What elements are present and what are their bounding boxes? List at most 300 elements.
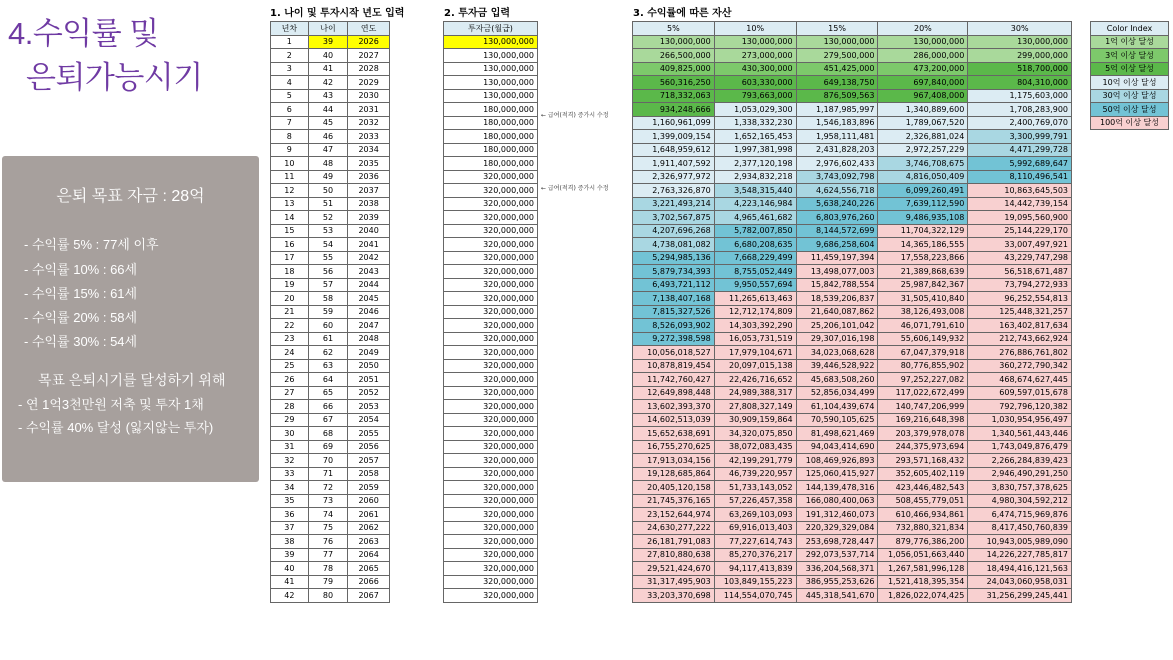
asset-cell: 38,072,083,435 bbox=[714, 440, 796, 454]
table-row bbox=[271, 386, 390, 400]
age-cell: 60 bbox=[308, 319, 348, 333]
asset-cell: 2,431,828,203 bbox=[796, 143, 878, 157]
investment-cell[interactable]: 130,000,000 bbox=[444, 35, 538, 49]
table-row bbox=[271, 62, 390, 76]
asset-cell: 4,980,304,592,212 bbox=[968, 494, 1072, 508]
investment-cell[interactable]: 320,000,000 bbox=[444, 548, 538, 562]
asset-cell: 3,702,567,875 bbox=[633, 211, 715, 225]
table-row bbox=[444, 103, 538, 117]
age-cell[interactable]: 39 bbox=[308, 35, 348, 49]
table-row bbox=[444, 238, 538, 252]
section1-title: 1. 나이 및 투자시작 년도 입력 bbox=[270, 8, 405, 19]
asset-cell: 33,007,497,921 bbox=[968, 238, 1072, 252]
investment-cell[interactable]: 320,000,000 bbox=[444, 184, 538, 198]
year-cell: 2059 bbox=[348, 481, 390, 495]
asset-cell: 26,181,791,083 bbox=[633, 535, 715, 549]
asset-cell: 2,934,832,218 bbox=[714, 170, 796, 184]
table-row bbox=[271, 251, 390, 265]
age-cell: 67 bbox=[308, 413, 348, 427]
investment-cell[interactable]: 320,000,000 bbox=[444, 494, 538, 508]
asset-cell: 212,743,662,924 bbox=[968, 332, 1072, 346]
year-cell: 2033 bbox=[348, 130, 390, 144]
table-row bbox=[633, 467, 1072, 481]
asset-cell: 33,203,370,698 bbox=[633, 589, 715, 603]
table-row bbox=[444, 481, 538, 495]
asset-cell: 8,755,052,449 bbox=[714, 265, 796, 279]
asset-cell: 1,399,009,154 bbox=[633, 130, 715, 144]
asset-cell: 1,789,067,520 bbox=[878, 116, 968, 130]
investment-cell[interactable]: 130,000,000 bbox=[444, 62, 538, 76]
year-no-cell: 13 bbox=[271, 197, 309, 211]
asset-cell: 97,252,227,082 bbox=[878, 373, 968, 387]
table-row bbox=[633, 143, 1072, 157]
asset-cell: 718,332,063 bbox=[633, 89, 715, 103]
color-index-item: 3억 이상 달성 bbox=[1091, 49, 1169, 63]
asset-cell: 130,000,000 bbox=[714, 35, 796, 49]
asset-cell: 10,943,005,989,090 bbox=[968, 535, 1072, 549]
rate-line: - 수익률 20% : 58세 bbox=[24, 310, 138, 325]
asset-cell: 8,417,450,760,839 bbox=[968, 521, 1072, 535]
asset-cell: 18,494,416,121,563 bbox=[968, 562, 1072, 576]
year-no-cell: 14 bbox=[271, 211, 309, 225]
table-row bbox=[271, 211, 390, 225]
asset-cell: 52,856,034,499 bbox=[796, 386, 878, 400]
year-cell: 2028 bbox=[348, 62, 390, 76]
year-cell[interactable]: 2026 bbox=[348, 35, 390, 49]
asset-cell: 22,426,716,652 bbox=[714, 373, 796, 387]
age-cell: 43 bbox=[308, 89, 348, 103]
year-no-cell: 28 bbox=[271, 400, 309, 414]
year-cell: 2031 bbox=[348, 103, 390, 117]
asset-cell: 9,686,258,604 bbox=[796, 238, 878, 252]
age-cell: 41 bbox=[308, 62, 348, 76]
table-row bbox=[444, 400, 538, 414]
asset-cell: 5,294,985,136 bbox=[633, 251, 715, 265]
color-index-row bbox=[1091, 103, 1169, 117]
year-no-cell: 2 bbox=[271, 49, 309, 63]
year-no-cell: 42 bbox=[271, 589, 309, 603]
asset-cell: 8,110,496,541 bbox=[968, 170, 1072, 184]
asset-cell: 4,816,050,409 bbox=[878, 170, 968, 184]
table-row bbox=[271, 562, 390, 576]
table-row bbox=[633, 359, 1072, 373]
color-index-item: 1억 이상 달성 bbox=[1091, 35, 1169, 49]
asset-cell: 2,763,326,870 bbox=[633, 184, 715, 198]
asset-cell: 24,989,388,317 bbox=[714, 386, 796, 400]
asset-cell: 336,204,568,371 bbox=[796, 562, 878, 576]
investment-cell[interactable]: 320,000,000 bbox=[444, 359, 538, 373]
asset-cell: 6,803,976,260 bbox=[796, 211, 878, 225]
asset-cell: 13,602,393,370 bbox=[633, 400, 715, 414]
table-row bbox=[444, 224, 538, 238]
asset-cell: 34,320,075,850 bbox=[714, 427, 796, 441]
investment-cell[interactable]: 320,000,000 bbox=[444, 238, 538, 252]
table-row bbox=[444, 197, 538, 211]
investment-cell[interactable]: 320,000,000 bbox=[444, 427, 538, 441]
table-row bbox=[633, 130, 1072, 144]
table-row bbox=[444, 359, 538, 373]
asset-cell: 3,743,092,798 bbox=[796, 170, 878, 184]
asset-cell: 7,668,229,499 bbox=[714, 251, 796, 265]
asset-cell: 15,842,788,554 bbox=[796, 278, 878, 292]
asset-cell: 5,782,007,850 bbox=[714, 224, 796, 238]
age-cell: 51 bbox=[308, 197, 348, 211]
year-no-cell: 3 bbox=[271, 62, 309, 76]
table-row bbox=[444, 265, 538, 279]
asset-cell: 2,946,490,291,250 bbox=[968, 467, 1072, 481]
table-row bbox=[444, 575, 538, 589]
table-row bbox=[271, 143, 390, 157]
investment-cell[interactable]: 320,000,000 bbox=[444, 481, 538, 495]
asset-cell: 163,402,817,634 bbox=[968, 319, 1072, 333]
age-cell: 55 bbox=[308, 251, 348, 265]
asset-cell: 67,047,379,918 bbox=[878, 346, 968, 360]
asset-cell: 423,446,482,543 bbox=[878, 481, 968, 495]
asset-cell: 117,022,672,499 bbox=[878, 386, 968, 400]
rate-line: - 수익률 30% : 54세 bbox=[24, 334, 138, 349]
year-no-cell: 20 bbox=[271, 292, 309, 306]
col-header-5pct: 5% bbox=[633, 22, 715, 36]
investment-cell[interactable]: 130,000,000 bbox=[444, 89, 538, 103]
table-row bbox=[271, 575, 390, 589]
table-row bbox=[271, 305, 390, 319]
asset-cell: 43,229,747,298 bbox=[968, 251, 1072, 265]
asset-cell: 1,743,049,876,479 bbox=[968, 440, 1072, 454]
age-cell: 74 bbox=[308, 508, 348, 522]
investment-cell[interactable]: 320,000,000 bbox=[444, 413, 538, 427]
achieve-title: 목표 은퇴시기를 달성하기 위해 bbox=[38, 372, 226, 388]
investment-cell[interactable]: 320,000,000 bbox=[444, 575, 538, 589]
asset-cell: 15,652,638,691 bbox=[633, 427, 715, 441]
asset-cell: 793,663,000 bbox=[714, 89, 796, 103]
age-cell: 52 bbox=[308, 211, 348, 225]
investment-cell[interactable]: 320,000,000 bbox=[444, 508, 538, 522]
asset-cell: 360,272,790,342 bbox=[968, 359, 1072, 373]
col-header-15pct: 15% bbox=[796, 22, 878, 36]
year-no-cell: 30 bbox=[271, 427, 309, 441]
table-row bbox=[444, 467, 538, 481]
year-cell: 2039 bbox=[348, 211, 390, 225]
asset-cell: 279,500,000 bbox=[796, 49, 878, 63]
table-row bbox=[633, 35, 1072, 49]
asset-cell: 14,602,513,039 bbox=[633, 413, 715, 427]
col-header-age: 나이 bbox=[308, 22, 348, 36]
year-no-cell: 16 bbox=[271, 238, 309, 252]
year-no-cell: 4 bbox=[271, 76, 309, 90]
table-row bbox=[271, 103, 390, 117]
asset-cell: 2,377,120,198 bbox=[714, 157, 796, 171]
table-row bbox=[271, 224, 390, 238]
asset-cell: 34,023,068,628 bbox=[796, 346, 878, 360]
investment-cell[interactable]: 320,000,000 bbox=[444, 170, 538, 184]
col-header-10pct: 10% bbox=[714, 22, 796, 36]
investment-cell[interactable]: 320,000,000 bbox=[444, 535, 538, 549]
year-no-cell: 8 bbox=[271, 130, 309, 144]
asset-cell: 1,958,111,481 bbox=[796, 130, 878, 144]
year-cell: 2035 bbox=[348, 157, 390, 171]
asset-cell: 518,700,000 bbox=[968, 62, 1072, 76]
table-row bbox=[271, 454, 390, 468]
investment-cell[interactable]: 180,000,000 bbox=[444, 143, 538, 157]
table-row bbox=[271, 238, 390, 252]
page-title-line2: 은퇴가능시기 bbox=[26, 60, 203, 95]
age-cell: 49 bbox=[308, 170, 348, 184]
asset-cell: 1,652,165,453 bbox=[714, 130, 796, 144]
asset-cell: 5,638,240,226 bbox=[796, 197, 878, 211]
table-row bbox=[271, 130, 390, 144]
page-title-line1: 4.수익률 및 bbox=[8, 16, 159, 51]
table-row bbox=[444, 62, 538, 76]
investment-cell[interactable]: 130,000,000 bbox=[444, 49, 538, 63]
age-cell: 62 bbox=[308, 346, 348, 360]
year-cell: 2038 bbox=[348, 197, 390, 211]
col-header-investment: 투자금(월급) bbox=[444, 22, 538, 36]
age-cell: 54 bbox=[308, 238, 348, 252]
color-index bbox=[1090, 21, 1169, 130]
investment-cell[interactable]: 320,000,000 bbox=[444, 278, 538, 292]
table-row bbox=[271, 521, 390, 535]
asset-cell: 804,310,000 bbox=[968, 76, 1072, 90]
table-row bbox=[444, 251, 538, 265]
investment-cell[interactable]: 320,000,000 bbox=[444, 400, 538, 414]
asset-cell: 649,138,750 bbox=[796, 76, 878, 90]
asset-cell: 3,830,757,378,625 bbox=[968, 481, 1072, 495]
table-row bbox=[633, 76, 1072, 90]
investment-cell[interactable]: 320,000,000 bbox=[444, 373, 538, 387]
asset-cell: 108,469,926,893 bbox=[796, 454, 878, 468]
asset-cell: 70,590,105,625 bbox=[796, 413, 878, 427]
asset-cell: 14,226,227,785,817 bbox=[968, 548, 1072, 562]
year-cell: 2029 bbox=[348, 76, 390, 90]
table-row bbox=[271, 400, 390, 414]
investment-cell[interactable]: 320,000,000 bbox=[444, 521, 538, 535]
year-no-cell: 41 bbox=[271, 575, 309, 589]
age-cell: 72 bbox=[308, 481, 348, 495]
age-cell: 58 bbox=[308, 292, 348, 306]
age-cell: 47 bbox=[308, 143, 348, 157]
asset-cell: 792,796,120,382 bbox=[968, 400, 1072, 414]
asset-cell: 77,227,614,743 bbox=[714, 535, 796, 549]
investment-cell[interactable]: 180,000,000 bbox=[444, 157, 538, 171]
investment-cell[interactable]: 320,000,000 bbox=[444, 224, 538, 238]
asset-cell: 27,808,327,149 bbox=[714, 400, 796, 414]
asset-cell: 386,955,253,626 bbox=[796, 575, 878, 589]
year-no-cell: 32 bbox=[271, 454, 309, 468]
asset-cell: 55,606,149,932 bbox=[878, 332, 968, 346]
table-row bbox=[271, 184, 390, 198]
investment-cell[interactable]: 320,000,000 bbox=[444, 386, 538, 400]
age-cell: 71 bbox=[308, 467, 348, 481]
asset-cell: 1,546,183,896 bbox=[796, 116, 878, 130]
asset-cell: 8,144,572,699 bbox=[796, 224, 878, 238]
asset-cell: 24,630,277,222 bbox=[633, 521, 715, 535]
age-cell: 78 bbox=[308, 562, 348, 576]
table-row bbox=[633, 89, 1072, 103]
table-row bbox=[633, 157, 1072, 171]
achieve-line: - 연 1억3천만원 저축 및 투자 1채 bbox=[18, 397, 204, 412]
investment-cell[interactable]: 320,000,000 bbox=[444, 197, 538, 211]
asset-cell: 293,571,168,432 bbox=[878, 454, 968, 468]
asset-cell: 4,624,556,718 bbox=[796, 184, 878, 198]
table-row bbox=[271, 197, 390, 211]
asset-cell: 7,138,407,168 bbox=[633, 292, 715, 306]
age-cell: 68 bbox=[308, 427, 348, 441]
salary-note: ← 급여(적격) 증가시 수정 bbox=[541, 112, 609, 119]
investment-cell[interactable]: 320,000,000 bbox=[444, 305, 538, 319]
table-row bbox=[633, 197, 1072, 211]
asset-cell: 603,330,000 bbox=[714, 76, 796, 90]
table-row bbox=[271, 413, 390, 427]
investment-cell[interactable]: 320,000,000 bbox=[444, 265, 538, 279]
asset-cell: 1,187,985,997 bbox=[796, 103, 878, 117]
asset-cell: 299,000,000 bbox=[968, 49, 1072, 63]
table-row bbox=[444, 89, 538, 103]
rate-line: - 수익률 5% : 77세 이후 bbox=[24, 237, 159, 252]
asset-cell: 7,815,327,526 bbox=[633, 305, 715, 319]
asset-cell: 9,486,935,108 bbox=[878, 211, 968, 225]
investment-cell[interactable]: 180,000,000 bbox=[444, 116, 538, 130]
year-no-cell: 1 bbox=[271, 35, 309, 49]
asset-cell: 11,265,613,463 bbox=[714, 292, 796, 306]
asset-cell: 1,648,959,612 bbox=[633, 143, 715, 157]
age-cell: 73 bbox=[308, 494, 348, 508]
investment-cell[interactable]: 320,000,000 bbox=[444, 562, 538, 576]
asset-cell: 451,425,000 bbox=[796, 62, 878, 76]
asset-cell: 697,840,000 bbox=[878, 76, 968, 90]
asset-cell: 21,389,868,639 bbox=[878, 265, 968, 279]
table-row bbox=[633, 62, 1072, 76]
table-row bbox=[271, 346, 390, 360]
asset-cell: 276,886,761,802 bbox=[968, 346, 1072, 360]
asset-cell: 1,340,889,600 bbox=[878, 103, 968, 117]
asset-cell: 25,144,229,170 bbox=[968, 224, 1072, 238]
year-no-cell: 40 bbox=[271, 562, 309, 576]
table-row bbox=[633, 238, 1072, 252]
section2-title: 2. 투자금 입력 bbox=[444, 8, 511, 19]
asset-cell: 1,997,381,998 bbox=[714, 143, 796, 157]
asset-cell: 57,226,457,358 bbox=[714, 494, 796, 508]
asset-cell: 39,446,528,922 bbox=[796, 359, 878, 373]
table-row bbox=[271, 427, 390, 441]
table-row bbox=[444, 211, 538, 225]
year-no-cell: 21 bbox=[271, 305, 309, 319]
year-no-cell: 33 bbox=[271, 467, 309, 481]
asset-cell: 14,365,186,555 bbox=[878, 238, 968, 252]
table-row bbox=[271, 319, 390, 333]
year-cell: 2030 bbox=[348, 89, 390, 103]
asset-cell: 130,000,000 bbox=[633, 35, 715, 49]
table-row bbox=[271, 265, 390, 279]
asset-cell: 25,987,842,367 bbox=[878, 278, 968, 292]
color-index-item: 100억 이상 달성 bbox=[1091, 116, 1169, 130]
age-cell: 50 bbox=[308, 184, 348, 198]
asset-cell: 934,248,666 bbox=[633, 103, 715, 117]
asset-cell: 266,500,000 bbox=[633, 49, 715, 63]
year-cell: 2061 bbox=[348, 508, 390, 522]
investment-cell[interactable]: 320,000,000 bbox=[444, 440, 538, 454]
table-row bbox=[633, 184, 1072, 198]
year-cell: 2045 bbox=[348, 292, 390, 306]
asset-cell: 430,300,000 bbox=[714, 62, 796, 76]
rate-line: - 수익률 10% : 66세 bbox=[24, 262, 138, 277]
asset-cell: 61,104,439,674 bbox=[796, 400, 878, 414]
table-row bbox=[444, 548, 538, 562]
col-header-year: 연도 bbox=[348, 22, 390, 36]
table-row bbox=[633, 548, 1072, 562]
asset-cell: 42,199,291,779 bbox=[714, 454, 796, 468]
asset-cell: 732,880,321,834 bbox=[878, 521, 968, 535]
asset-cell: 9,272,398,598 bbox=[633, 332, 715, 346]
asset-cell: 144,139,478,316 bbox=[796, 481, 878, 495]
asset-cell: 29,307,016,198 bbox=[796, 332, 878, 346]
asset-cell: 2,976,602,433 bbox=[796, 157, 878, 171]
asset-cell: 19,095,560,900 bbox=[968, 211, 1072, 225]
table-row bbox=[444, 116, 538, 130]
investment-cell[interactable]: 180,000,000 bbox=[444, 103, 538, 117]
table-row bbox=[444, 413, 538, 427]
asset-cell: 130,000,000 bbox=[878, 35, 968, 49]
asset-cell: 17,979,104,671 bbox=[714, 346, 796, 360]
year-no-cell: 36 bbox=[271, 508, 309, 522]
investment-cell[interactable]: 130,000,000 bbox=[444, 76, 538, 90]
year-no-cell: 25 bbox=[271, 359, 309, 373]
asset-cell: 610,466,934,861 bbox=[878, 508, 968, 522]
asset-cell: 69,916,013,403 bbox=[714, 521, 796, 535]
asset-cell: 1,340,561,443,446 bbox=[968, 427, 1072, 441]
investment-cell[interactable]: 320,000,000 bbox=[444, 454, 538, 468]
color-index-row bbox=[1091, 49, 1169, 63]
age-cell: 57 bbox=[308, 278, 348, 292]
asset-cell: 6,099,260,491 bbox=[878, 184, 968, 198]
age-cell: 45 bbox=[308, 116, 348, 130]
investment-cell[interactable]: 320,000,000 bbox=[444, 332, 538, 346]
age-cell: 75 bbox=[308, 521, 348, 535]
asset-cell: 508,455,779,051 bbox=[878, 494, 968, 508]
table-row bbox=[271, 589, 390, 603]
investment-cell[interactable]: 320,000,000 bbox=[444, 589, 538, 603]
year-cell: 2037 bbox=[348, 184, 390, 198]
asset-cell: 94,043,414,690 bbox=[796, 440, 878, 454]
asset-cell: 18,539,206,837 bbox=[796, 292, 878, 306]
asset-cell: 11,704,322,129 bbox=[878, 224, 968, 238]
investment-cell[interactable]: 320,000,000 bbox=[444, 211, 538, 225]
age-cell: 70 bbox=[308, 454, 348, 468]
goal-text: 은퇴 목표 자금 : 28억 bbox=[56, 188, 205, 205]
investment-cell[interactable]: 180,000,000 bbox=[444, 130, 538, 144]
table-row bbox=[444, 319, 538, 333]
table-row bbox=[271, 278, 390, 292]
table-row bbox=[633, 211, 1072, 225]
investment-cell[interactable]: 320,000,000 bbox=[444, 251, 538, 265]
year-no-cell: 11 bbox=[271, 170, 309, 184]
investment-cell[interactable]: 320,000,000 bbox=[444, 319, 538, 333]
year-cell: 2054 bbox=[348, 413, 390, 427]
asset-cell: 81,498,621,469 bbox=[796, 427, 878, 441]
investment-cell[interactable]: 320,000,000 bbox=[444, 346, 538, 360]
asset-cell: 20,405,120,158 bbox=[633, 481, 715, 495]
col-header-20pct: 20% bbox=[878, 22, 968, 36]
table-row bbox=[444, 49, 538, 63]
investment-cell[interactable]: 320,000,000 bbox=[444, 467, 538, 481]
asset-cell: 166,080,400,063 bbox=[796, 494, 878, 508]
page-title bbox=[8, 12, 203, 100]
investment-cell[interactable]: 320,000,000 bbox=[444, 292, 538, 306]
table-row bbox=[633, 49, 1072, 63]
asset-cell: 3,548,315,440 bbox=[714, 184, 796, 198]
table-row bbox=[444, 76, 538, 90]
table-row bbox=[271, 76, 390, 90]
table-row bbox=[444, 332, 538, 346]
